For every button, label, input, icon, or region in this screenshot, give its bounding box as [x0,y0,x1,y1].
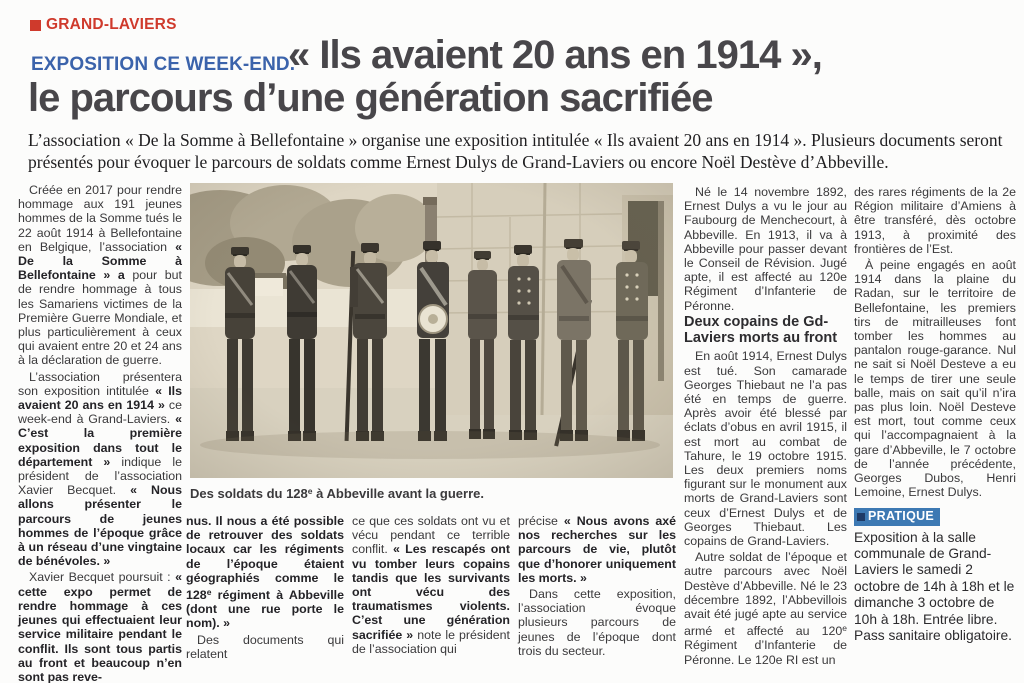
column-3-text [352,514,510,656]
headline-line1: « Ils avaient 20 ans en 1914 », [288,33,822,77]
text-segment: note le président de l’association qui [352,627,510,656]
text-segment: indique le président de l’association Xavier Becquet. [18,454,182,498]
article-kicker: EXPOSITION CE WEEK-END. [31,54,296,75]
column-4-text [518,514,676,658]
photo-caption [190,486,673,501]
paragraph [518,587,676,658]
text-segment: régiment à Abbeville (dont une rue porte le nom). » [186,588,344,631]
text-segment: Créée en 2017 pour rendre hommage aux 191 jeunes hommes de la Somme tués le 22 août 1914 à Bellefontaine en Belgique, l’association [18,183,182,254]
article-column-3 [352,514,510,656]
text-segment: « Nous avons axé nos recherches sur les parcours de vie, plutôt que d’honorer uniquement les morts. » [518,514,676,585]
text-segment: Des documents qui relatent [186,632,344,661]
text-segment: « De la Somme à Bellefontaine » a [18,239,182,283]
paragraph [18,570,182,683]
text-segment: Régiment d’Infanterie de Péronne. Le 120e RI est un [684,638,847,667]
section-tag [30,16,177,34]
article-lede: L’association « De la Somme à Bellefontaine » organise une exposition intitulée « Ils avaient 20 ans en 1914 ». Plusieurs documents seront présentés pour évoquer le parcours de soldats comme Ernest Dulys de Grand-Laviers ou encore Noël Destève d’Abbeville. [28,130,1003,172]
text-segment: ce week-end à Grand-Laviers. [18,398,183,427]
text-segment: e [307,486,313,496]
soldiers-photo-illustration [190,183,673,478]
text-segment: À peine engagés en août 1914 dans la plaine du Radan, sur le territoire de Bellefontaine, les premiers tirs de mitrailleuses font tomber les hommes au pantalon rouge-garance. Nul ne sait si Noël Desteve a eu le temps de tirer une seule balle, mais on sait qu’il n’ira pas plus loin. Noël Desteve est mort, tout comme ceux qui l’accompagnaient à la gare d’Abbeville, le 7 octobre de l’année précédente, Georges Dubos, Henri Lemoine, Ernest Dulys. [854,258,1016,500]
paragraph [854,185,1016,256]
text-segment: Xavier Becquet poursuit : [29,570,176,585]
subheading [684,315,847,347]
text-segment: e [842,623,847,634]
text-segment: Des soldats du 128 [190,486,308,501]
article-column-2 [186,514,344,661]
text-segment: « Nous allons présenter le parcours de jeunes hommes de l’époque grâce à un réseau d’une vingtaine de bénévoles. » [18,483,182,569]
article-column-4 [518,514,676,658]
column-6-text [854,185,1016,499]
paragraph [186,514,344,631]
text-segment: « Les rescapés ont vu tomber leurs copains tandis que les survivants ont vécu des traumatismes violents. C’est une génération sacrifiée » [352,542,510,642]
paragraph [352,514,510,656]
column-2-text [186,514,344,661]
article-column-6 [854,185,1016,645]
text-segment: « Ils avaient 20 ans en 1914 » [18,383,182,413]
section-marker-icon [30,20,41,31]
text-segment: à Abbeville avant la guerre. [312,486,484,501]
pratique-text: Exposition à la salle communale de Grand-Laviers le samedi 2 octobre de 14h à 18h et le dimanche 3 octobre de 10h à 18h. Entrée libre. Pass sanitaire obligatoire. [854,529,1015,644]
text-segment: précise [518,514,564,528]
article-column-5 [684,185,847,667]
text-segment: ce que ces soldats ont vu et vécu pendant ce terrible conflit. [352,514,510,557]
paragraph [518,514,676,585]
text-segment: des rares régiments de la 2e Région militaire d’Amiens à être transféré, dès octobre 1913, à proximité des frontières de l’Est. [854,185,1016,256]
pratique-box [854,508,1016,644]
headline-line2: le parcours d’une génération sacrifiée [28,76,713,120]
article-column-1 [18,183,182,683]
paragraph [684,550,847,667]
text-segment: Autre soldat de l’époque et autre parcours avec Noël Destève d’Abbeville. Né le 23 décembre 1892, l’Abbevillois avait été jugé apte au service armé et affecté au 120 [684,550,847,639]
paragraph [18,370,182,569]
paragraph [186,633,344,661]
paragraph [18,183,182,368]
text-segment: L’association présentera son exposition intitulée [18,369,182,398]
pratique-square-icon [857,513,865,521]
pratique-label-text: PRATIQUE [868,509,935,524]
column-1-text [18,183,182,683]
section-label: GRAND-LAVIERS [46,16,177,33]
text-segment: e [206,587,212,598]
text-segment: « C’est la première exposition dans tout le département » [18,412,182,469]
text-segment: « cette expo permet de rendre hommage à ces jeunes qui effectuaient leur service militaire pendant le conflit. Ils sont tous partis au front et beaucoup n’en sont pas reve- [18,570,182,683]
text-segment: Deux copains de Gd-Laviers morts au front [684,313,838,346]
paragraph [684,349,847,548]
text-segment: Né le 14 novembre 1892, Ernest Dulys a vu le jour au Faubourg de Menchecourt, à Abbeville. En 1913, il va à Abbeville pour passer devant le Conseil de Révision. Jugé apte, il est affecté au 120e Régiment d’Infanterie de Péronne. [684,185,847,313]
pratique-label [854,508,940,525]
paragraph [684,185,847,313]
paragraph [854,258,1016,499]
text-segment: nus. Il nous a été possible de retrouver des soldats locaux car les régiments de l’époque étaient géographiés comme le 128 [186,514,344,603]
article-photo [190,183,673,478]
text-segment: pour but de rendre hommage à tous les Samariens victimes de la Première Guerre Mondiale, et plus particulièrement à ceux qui avaient entre 20 et 24 ans à la déclaration de guerre. [18,268,182,368]
text-segment: En août 1914, Ernest Dulys est tué. Son camarade Georges Thiebaut ne l’a pas été en temps de guerre. Après avoir été blessé par éclats d’obus en avril 1915, il est mort au combat de Tahure, le 19 octobre 1915. Les deux premiers noms figurant sur le monument aux morts de Grand-Laviers sont ceux d’Ernest Dulys et de Georges Thiebaut. Les copains de Grand-Laviers. [684,349,847,549]
column-5-text [684,185,847,667]
text-segment: Dans cette exposition, l’association évoque plusieurs parcours de jeunes de l’époque dont trois du secteur. [518,587,676,658]
